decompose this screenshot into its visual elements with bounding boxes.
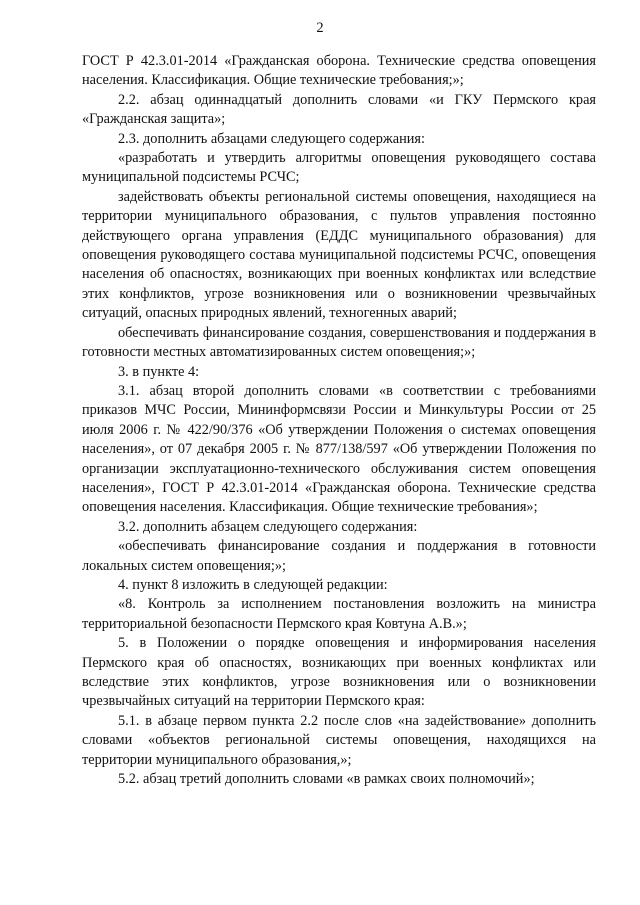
page-number: 2: [316, 20, 324, 36]
paragraph-engage-objects: задействовать объекты региональной системы оповещения, находящиеся на территории муниципального образования, с пультов управления постоянно действующего органа управления (ЕДДС муниципального образования) для оповещения руководящего состава муниципальной подсистемы РСЧС, оповещения населения об опасностях, возникающих при военных конфликтах или вследствие этих конфликтов, угрозе возникновения или о возникновении чрезвычайных ситуаций, опасных природных явлений, техногенных аварий;: [82, 188, 596, 322]
document-body: [82, 52, 596, 789]
paragraph-5-1: 5.1. в абзаце первом пункта 2.2 после слов «на задействование» дополнить словами «объектов региональной системы оповещения, находящихся на территории муниципального образования,»;: [82, 712, 596, 768]
paragraph-3-2: 3.2. дополнить абзацем следующего содержания:: [118, 518, 418, 535]
paragraph-gost-continuation: ГОСТ Р 42.3.01-2014 «Гражданская оборона. Технические средства оповещения населения. Классификация. Общие технические требования;»;: [82, 53, 596, 89]
paragraph-8-control: «8. Контроль за исполнением постановления возложить на министра территориальной безопасности Пермского края Ковтуна А.В.»;: [82, 596, 596, 632]
paragraph-financing-readiness: «обеспечивать финансирование создания и поддержания в готовности локальных систем оповещения;»;: [82, 538, 596, 574]
paragraph-financing-local: обеспечивать финансирование создания, совершенствования и поддержания в готовности местных автоматизированных систем оповещения;»;: [82, 324, 596, 361]
paragraph-3: 3. в пункте 4:: [118, 363, 200, 380]
paragraph-5-2: 5.2. абзац третий дополнить словами «в рамках своих полномочий»;: [118, 771, 535, 788]
paragraph-3-1: 3.1. абзац второй дополнить словами «в соответствии с требованиями приказов МЧС России, Мининформсвязи России и Минкультуры России от 25 июля 2006 г. № 422/90/376 «Об утверждении Положения о системах оповещения населения», от 07 декабря 2005 г. № 877/138/597 «Об утверждении Положения по организации эксплуатационно-технического обслуживания систем оповещения населения», ГОСТ Р 42.3.01-2014 «Гражданская оборона. Технические средства оповещения населения. Классификация. Общие технические требования»;: [82, 382, 596, 516]
paragraph-2-3: 2.3. дополнить абзацами следующего содержания:: [118, 130, 425, 147]
paragraph-4: 4. пункт 8 изложить в следующей редакции:: [118, 576, 388, 593]
paragraph-algorithms: «разработать и утвердить алгоритмы оповещения руководящего состава муниципальной подсистемы РСЧС;: [82, 150, 596, 186]
paragraph-5: 5. в Положении о порядке оповещения и информирования населения Пермского края об опасностях, возникающих при военных конфликтах или вследствие этих конфликтов, угрозе возникновения или о возникновении чрезвычайных ситуаций на территории Пермского края:: [82, 635, 596, 710]
paragraph-2-2: 2.2. абзац одиннадцатый дополнить словами «и ГКУ Пермского края «Гражданская защита»;: [82, 91, 596, 128]
